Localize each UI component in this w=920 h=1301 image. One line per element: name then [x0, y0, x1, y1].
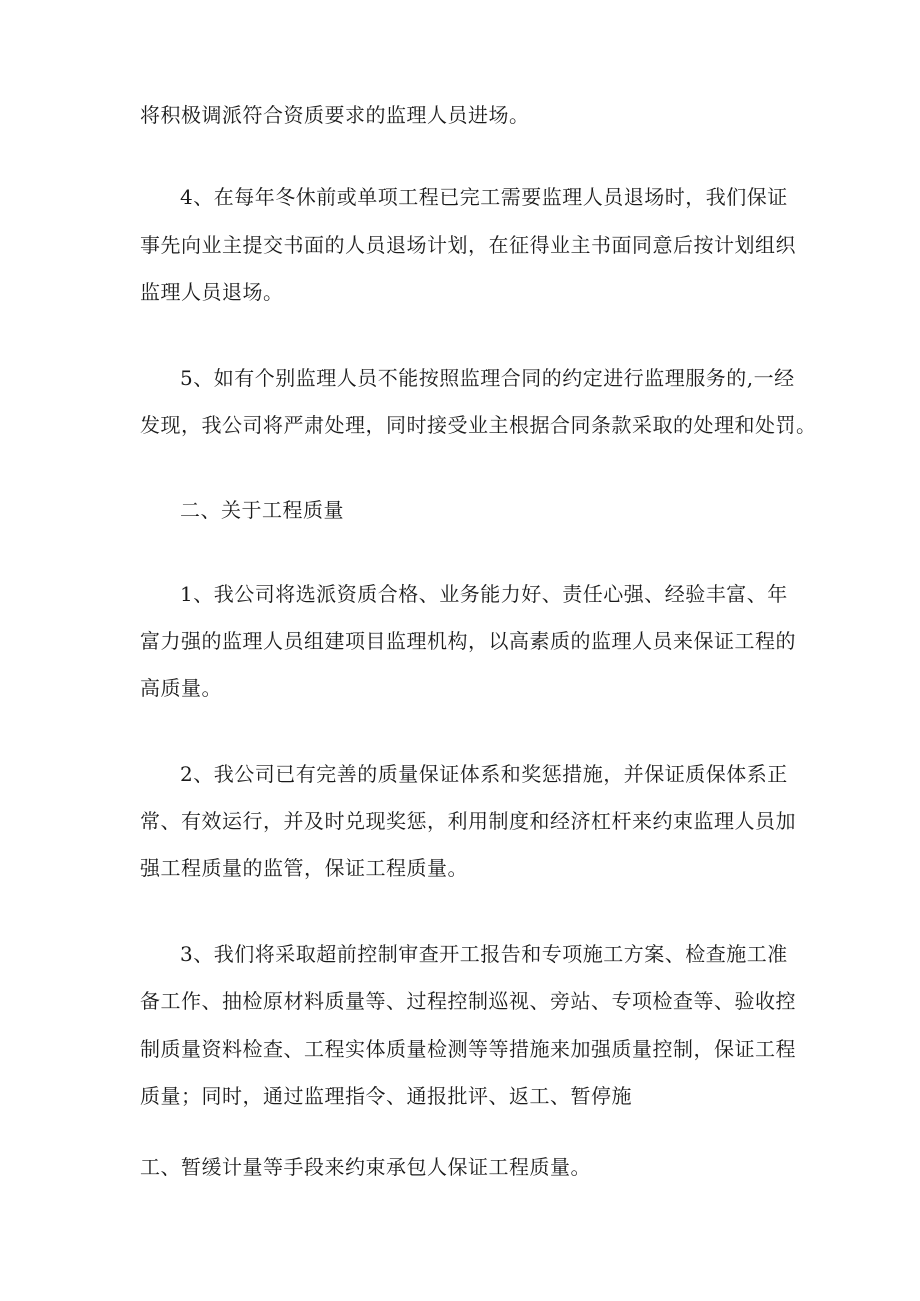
text-line: 富力强的监理人员组建项目监理机构，以高素质的监理人员来保证工程的	[140, 629, 796, 653]
text-line: 工、暂缓计量等手段来约束承包人保证工程质量。	[140, 1155, 591, 1179]
text-line: 5、如有个别监理人员不能按照监理合同的约定进行监理服务的,一经	[180, 366, 795, 390]
text-line: 强工程质量的监管，保证工程质量。	[140, 856, 468, 880]
text-line: 高质量。	[140, 676, 222, 700]
text-line: 将积极调派符合资质要求的监理人员进场。	[140, 103, 530, 127]
text-line: 1、我公司将选派资质合格、业务能力好、责任心强、经验丰富、年	[180, 582, 788, 606]
text-line: 发现，我公司将严肃处理，同时接受业主根据合同条款采取的处理和处罚。	[140, 413, 817, 437]
section-heading: 二、关于工程质量	[180, 498, 344, 522]
text-line: 4、在每年冬休前或单项工程已完工需要监理人员退场时，我们保证	[180, 185, 788, 209]
text-line: 制质量资料检查、工程实体质量检测等等措施来加强质量控制，保证工程	[140, 1037, 796, 1061]
text-line: 备工作、抽检原材料质量等、过程控制巡视、旁站、专项检查等、验收控	[140, 989, 796, 1013]
text-line: 3、我们将采取超前控制审查开工报告和专项施工方案、检查施工准	[180, 942, 788, 966]
text-line: 常、有效运行，并及时兑现奖惩，利用制度和经济杠杆来约束监理人员加	[140, 809, 796, 833]
text-line: 监理人员退场。	[140, 280, 284, 304]
text-line: 质量；同时，通过监理指令、通报批评、返工、暂停施	[140, 1084, 632, 1108]
text-line: 事先向业主提交书面的人员退场计划，在征得业主书面同意后按计划组织	[140, 233, 796, 257]
text-line: 2、我公司已有完善的质量保证体系和奖惩措施，并保证质保体系正	[180, 762, 788, 786]
